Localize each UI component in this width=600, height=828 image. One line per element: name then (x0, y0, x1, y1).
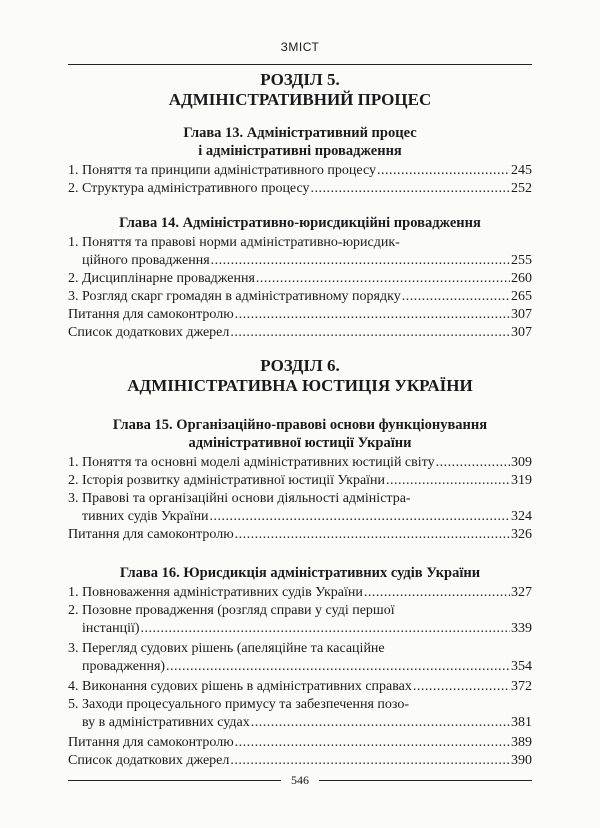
chapter-16-title: Глава 16. Юрисдикція адміністративних судів України (119, 565, 481, 581)
leader-dots (166, 658, 510, 676)
entry-text-continued: інстанції) (82, 621, 140, 636)
chapter-13-subtitle: і адміністративні провадження (198, 143, 402, 159)
leader-dots (230, 752, 510, 770)
entry-text: 3. Перегляд судових рішень (апеляційне та касаційне (68, 641, 385, 656)
toc-entry[interactable] (68, 252, 532, 270)
toc-entry[interactable] (68, 620, 532, 638)
leader-dots (235, 734, 510, 752)
toc-entry[interactable] (68, 324, 532, 342)
leader-dots (436, 454, 510, 472)
entry-page: 309 (511, 455, 532, 470)
chapter-14-title: Глава 14. Адміністративно-юрисдикційні провадження (119, 215, 481, 231)
leader-dots (311, 180, 510, 198)
entry-text: 2. Позовне провадження (розгляд справи у суді першої (68, 603, 395, 618)
entry-page: 372 (511, 679, 532, 694)
entry-text-continued: ційного провадження (82, 253, 210, 268)
entry-text: Питання для самоконтролю (68, 735, 234, 750)
entry-page: 319 (511, 473, 532, 488)
entry-page: 307 (511, 325, 532, 340)
toc-entry[interactable] (68, 180, 532, 198)
leader-dots (251, 714, 510, 732)
leader-dots (235, 306, 510, 324)
section-6-title: АДМІНІСТРАТИВНА ЮСТИЦІЯ УКРАЇНИ (127, 376, 473, 395)
leader-dots (211, 252, 510, 270)
entry-page: 245 (511, 163, 532, 178)
entry-page: 389 (511, 735, 532, 750)
toc-entry[interactable] (68, 306, 532, 324)
entry-text: Питання для самоконтролю (68, 307, 234, 322)
entry-text: 2. Дисциплінарне провадження (68, 271, 255, 286)
entry-page: 324 (511, 509, 532, 524)
running-header (68, 40, 532, 65)
entry-page: 390 (511, 753, 532, 768)
entry-text: 2. Історія розвитку адміністративної юстиції України (68, 473, 386, 488)
toc-entry[interactable] (68, 472, 532, 490)
leader-dots (364, 584, 510, 602)
footer-rule-left (68, 780, 281, 781)
entry-text: 1. Повноваження адміністративних судів України (68, 585, 363, 600)
toc-entry[interactable] (68, 526, 532, 544)
footer-rule-right (319, 780, 532, 781)
leader-dots (210, 508, 510, 526)
section-5-title: АДМІНІСТРАТИВНИЙ ПРОЦЕС (168, 90, 432, 109)
toc-entry[interactable] (68, 658, 532, 676)
entry-text-continued: ву в адміністративних судах (82, 715, 250, 730)
entry-text: 1. Поняття та правові норми адміністративно-юрисдик- (68, 235, 400, 250)
leader-dots (402, 288, 510, 306)
entry-page: 327 (511, 585, 532, 600)
header-title: ЗМІСТ (280, 40, 320, 54)
entry-page: 265 (511, 289, 532, 304)
entry-text: 3. Правові та організаційні основи діяльності адміністра- (68, 491, 411, 506)
chapter-13-title: Глава 13. Адміністративний процес (183, 125, 417, 141)
toc-entry[interactable] (68, 162, 532, 180)
entry-text: Список додаткових джерел (68, 325, 230, 340)
entry-text: 3. Розгляд скарг громадян в адміністративному порядку (68, 289, 401, 304)
leader-dots (386, 472, 510, 490)
entry-page: 354 (511, 659, 532, 674)
toc-entry[interactable] (68, 454, 532, 472)
entry-text: Питання для самоконтролю (68, 527, 234, 542)
entry-text: 1. Поняття та принципи адміністративного процесу (68, 163, 376, 178)
section-6-number: РОЗДІЛ 6. (260, 356, 340, 375)
chapter-15-title: Глава 15. Організаційно-правові основи функціонування (112, 417, 488, 433)
entry-page: 339 (511, 621, 532, 636)
entry-page: 326 (511, 527, 532, 542)
chapter-15-subtitle: адміністративної юстиції України (188, 435, 412, 451)
page-number: 546 (291, 772, 309, 787)
section-5-number: РОЗДІЛ 5. (260, 70, 340, 89)
entry-text-continued: провадження) (82, 659, 166, 674)
entry-page: 252 (511, 181, 532, 196)
leader-dots (256, 270, 510, 288)
entry-text: Список додаткових джерел (68, 753, 230, 768)
toc-entry[interactable] (68, 508, 532, 526)
toc-entry[interactable] (68, 752, 532, 770)
entry-text: 2. Структура адміністративного процесу (68, 181, 310, 196)
entry-text: 1. Поняття та основні моделі адміністративних юстицій світу (68, 455, 435, 470)
entry-text: 4. Виконання судових рішень в адміністративних справах (68, 679, 412, 694)
toc-entry[interactable] (68, 714, 532, 732)
leader-dots (413, 678, 510, 696)
leader-dots (230, 324, 510, 342)
entry-page: 307 (511, 307, 532, 322)
toc-entry[interactable] (68, 288, 532, 306)
leader-dots (141, 620, 510, 638)
entry-page: 255 (511, 253, 532, 268)
entry-page: 381 (511, 715, 532, 730)
entry-text: 5. Заходи процесуального примусу та забезпечення позо- (68, 697, 410, 712)
leader-dots (235, 526, 510, 544)
toc-entry[interactable] (68, 270, 532, 288)
toc-entry[interactable] (68, 584, 532, 602)
leader-dots (377, 162, 510, 180)
entry-text-continued: тивних судів України (82, 509, 209, 524)
page-footer (68, 772, 532, 788)
toc-entry[interactable] (68, 734, 532, 752)
toc-entry[interactable] (68, 678, 532, 696)
entry-page: 260 (511, 271, 532, 286)
